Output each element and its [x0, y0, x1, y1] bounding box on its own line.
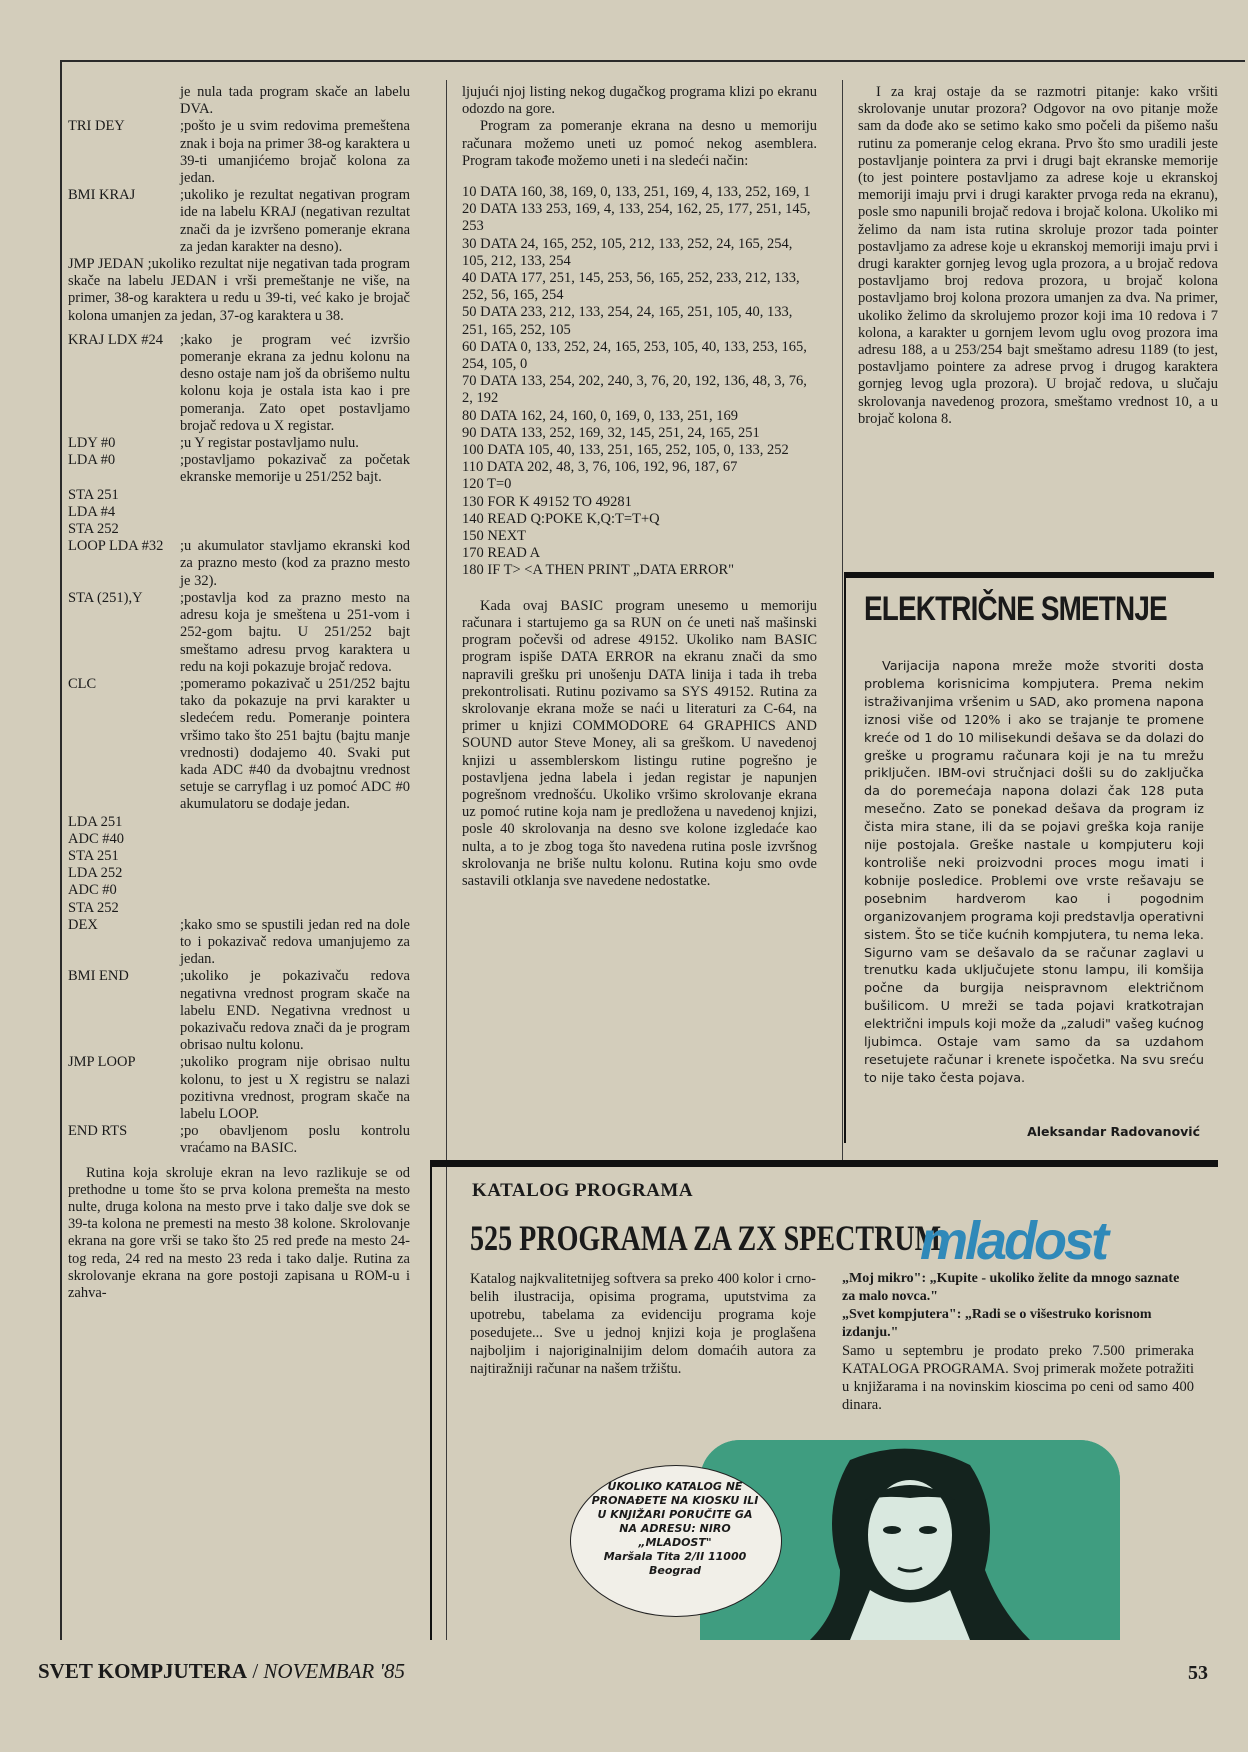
- review-quote: „Moj mikro": „Kupite - ukoliko želite da mnogo saznate za malo novca.": [842, 1271, 1180, 1304]
- code-comment: [180, 504, 410, 521]
- sidebar-title: ELEKTRIČNE SMETNJE: [864, 590, 1167, 628]
- code-comment: ;u akumulator stavljamo ekranski kod za prazno mesto (kod za prazno mesto je 32).: [180, 538, 410, 589]
- body-paragraph: I za kraj ostaje da se razmotri pitanje: kako vršiti skrolovanje unutar prozora? Odgovor na ovo pitanje može sam da dođe ako se setimo kako smo počeli da pišemo našu rutinu za pomeranje celog ekrana. Prvo što smo uradili jeste postavljanje pointera za prvi i drugi bajt ekranske memorije (to jest pointere postavljamo za adrese koje u ekranskoj memoriji imaju prvi i drugi karakter prvoga reda na ekranu), posle smo napunili brojač redova i brojač kolona. Ukoliko mi želimo da nam ista rutina skroluje prozor tada pointer postavljamo za adrese koje u ekranskoj memoriji imaju prvi i drugi karakter gornjeg levog ugla prozora, a u brojač redova postavljamo broj redova prozora, u brojač kolona postavljamo broj kolona prozora umanjen za dva. Na primer, ukoliko želimo da skrolujemo prozor koji ima 10 redova i 7 kolona, a karakter u gornjem levom uglu ovog prozora ima adresu 188, a u 253/254 bajt smeštamo adresu 1189 (to jest, postavljamo pointere za adrese prvog i drugog karaktera gornjeg levog ugla prozora). U brojač redova, u slučaju skrolovanja navedenog prozora, smeštamo vrednost 10, a u brojač kolona 8.: [858, 84, 1218, 427]
- listing-line: 40 DATA 177, 251, 145, 253, 56, 165, 252, 233, 212, 133, 252, 56, 165, 254: [462, 270, 800, 304]
- author-byline: Aleksandar Radovanović: [1027, 1124, 1200, 1139]
- code-row: [68, 452, 410, 486]
- ad-body: Katalog najkvalitetnijeg softvera sa preko 400 kolor i crno-belih ilustracija, opisima programa, uputstvima za upotrebu, tabelama za evidenciju programa koje posedujete... Sve u jednoj knjizi koja je proglašena najboljim i najoriginalnijim delom domaćih autora za najtiražniji računar na našem tržištu.: [470, 1271, 816, 1377]
- code-comment: [180, 831, 410, 848]
- code-comment: ;postavljamo pokazivač za početak ekranske memorije u 251/252 bajt.: [180, 452, 410, 486]
- code-instruction: BMI END: [68, 968, 129, 985]
- column-left: [68, 84, 410, 1302]
- body-paragraph: Kada ovaj BASIC program unesemo u memoriju računara i startujemo ga sa RUN on će uneti naš mašinski program počevši od adrese 49152. Ukoliko nam BASIC program ispiše DATA ERROR na ekranu znači da smo napravili grešku pri unošenju DATA linija i tada ih treba prekontrolisati. Rutinu pozivamo sa SYS 49152. Rutina za skrolovanje ekrana može se naći u literaturi za C-64, na primer u knjizi COMMODORE 64 GRAPHICS AND SOUND autor Steve Money, ali sa greškom. U navedenoj knjizi u assemblerskom listingu rutine pogrešno je postavljena jedna labela i jedan registar je napunjen pogrešnom vrednošću. Ukoliko vršimo skrolovanje ekrana uz pomoć rutine koja nam je predložena u navedenoj knjizi, posle 40 skrolovanja na desno sve kolone izgledaće kao nulta, a to je zbog toga što navedena rutina posle izvršnog skrolovanja ne briše nultu kolonu. Rutina koju smo ovde sastavili otklanja sve navedene nedostatke.: [462, 597, 817, 889]
- code-row: [68, 538, 410, 590]
- code-row: [68, 84, 410, 118]
- code-instruction: LDY #0: [68, 435, 116, 452]
- code-instruction: BMI KRAJ: [68, 187, 136, 204]
- code-instruction: STA 252: [68, 899, 119, 916]
- intro-paragraph: Program za pomeranje ekrana na desno u memoriju računara možemo uneti uz pomoć nekog asemblera. Program takođe možemo uneti i na sledeći način:: [462, 118, 817, 169]
- code-instruction: CLC: [68, 675, 97, 692]
- code-comment: [180, 487, 410, 504]
- code-row: [68, 968, 410, 1054]
- code-row: [68, 504, 410, 521]
- sidebar-paragraph: Varijacija napona mreže može stvoriti dosta problema korisnicima kompjutera. Prema nekim istraživanjima vršenim u SAD, ako promena napona iznosi više od 120% i ako se trajanje te promene kreće od 1 do 10 milisekundi dešava se da dolazi do greške u programu računara koji je na tu mrežu priključen. IBM-ovi stručnjaci došli su do zaključka da do poremećaja napona dolazi čak 128 puta mesečno. Zato se ponekad dešava da program iz čista mira stane, ili da se pojavi greška koja ranije nije postojala. Greške nastale u kompjuteru koji kontroliše neki proizvodni proces mogu imati i kobnije posledice. Problemi ove vrste rešavaju se posebnim hardverom kao i pogodnim organizovanjem programa koji predstavlja operativni sistem. Što se tiče kućnih kompjutera, tu nema leka. Sigurno vam se dešavalo da se računar zaglavi u trenutku kada uključujete stonu lampu, ili komšija počne da burgija neispravnom električnom bušilicom. U mreži se tada pojavi kratkotrajan električni impuls koji može da „zaludi" vašeg kućnog ljubimca. Ostaje vam samo da sa uzdahom resetujete računar i krenete ispočetka. Na svu sreću to nije tako česta pojava.: [864, 659, 1204, 1086]
- listing-line: 120 T=0: [462, 476, 512, 493]
- code-row: [68, 435, 410, 452]
- listing-line: 110 DATA 202, 48, 3, 76, 106, 192, 96, 187, 67: [462, 459, 738, 476]
- code-instruction: ADC #0: [68, 882, 117, 899]
- code-row: [68, 676, 410, 814]
- code-instruction: [68, 84, 180, 118]
- listing-line: 100 DATA 105, 40, 133, 251, 165, 252, 105, 0, 133, 252: [462, 442, 789, 459]
- listing-line: 50 DATA 233, 212, 133, 254, 24, 165, 251, 105, 40, 133, 251, 165, 252, 105: [462, 304, 793, 338]
- code-row: [68, 865, 410, 882]
- code-row: [68, 590, 410, 676]
- code-row: [68, 332, 410, 435]
- column-right: [858, 84, 1218, 428]
- basic-listing: [462, 184, 817, 580]
- code-row: [68, 187, 410, 256]
- code-instruction: ADC #40: [68, 830, 124, 847]
- code-row: [68, 900, 410, 917]
- review-quote: „Svet kompjutera": „Radi se o višestruko korisnom izdanju.": [842, 1307, 1152, 1340]
- page-number: 53: [1188, 1662, 1208, 1684]
- listing-line: 170 READ A: [462, 545, 541, 562]
- code-instruction: LDA #4: [68, 503, 116, 520]
- code-comment: [180, 521, 410, 538]
- callout-message: UKOLIKO KATALOG NE PRONAĐETE NA KIOSKU ILI U KNJIŽARI PORUČITE GA NA ADRESU: NIRO „MLADOST": [591, 1480, 759, 1549]
- listing-line: 130 FOR K 49152 TO 49281: [462, 493, 632, 510]
- ad-quotes: [842, 1270, 1194, 1414]
- listing-line: 30 DATA 24, 165, 252, 105, 212, 133, 252, 24, 165, 254, 105, 212, 133, 254: [462, 235, 793, 269]
- code-instruction: DEX: [68, 916, 98, 933]
- code-row: [68, 1054, 410, 1123]
- code-instruction: KRAJ LDX #24: [68, 331, 164, 348]
- ad-sales-note: Samo u septembru je prodato preko 7.500 primeraka KATALOGA PROGRAMA. Svoj primerak možete potražiti u knjižarama i na novinskim kioscima po ceni od samo 400 dinara.: [842, 1343, 1194, 1413]
- code-instruction: STA 251: [68, 847, 119, 864]
- column-middle: [462, 84, 817, 890]
- listing-line: 70 DATA 133, 254, 202, 240, 3, 76, 20, 192, 136, 48, 3, 76, 2, 192: [462, 373, 807, 407]
- ad-headline: 525 PROGRAMA ZA ZX SPECTRUM: [470, 1218, 942, 1258]
- code-comment: [180, 865, 410, 882]
- code-comment: ;kako je program već izvršio pomeranje ekrana za jednu kolonu na desno ostaje nam još da obrišemo nultu kolonu koja je ostala ista kao i pre pomeranja. Zato opet postavljamo brojač redova u X registar.: [180, 331, 410, 434]
- code-comment: ;po obavljenom poslu kontrolu vraćamo na BASIC.: [180, 1123, 410, 1157]
- code-comment: [180, 848, 410, 865]
- listing-line: 180 IF T> <A THEN PRINT „DATA ERROR": [462, 562, 735, 579]
- code-row: [68, 814, 410, 831]
- code-comment: ;ukoliko je pokazivaču redova negativna vrednost program skače na labelu END. Negativna vrednost u pokazivaču redova znači da je program obrisao nultu kolonu.: [180, 968, 410, 1054]
- code-row: [68, 848, 410, 865]
- code-instruction: END RTS: [68, 1123, 128, 1140]
- code-instruction: JMP LOOP: [68, 1054, 136, 1071]
- code-row: [68, 882, 410, 899]
- code-instruction: LDA #0: [68, 452, 116, 469]
- listing-line: 140 READ Q:POKE K,Q:T=T+Q: [462, 510, 660, 527]
- code-instruction: LDA 251: [68, 813, 123, 830]
- listing-line: 60 DATA 0, 133, 252, 24, 165, 253, 105, 40, 133, 253, 165, 254, 105, 0: [462, 338, 807, 373]
- listing-line: 90 DATA 133, 252, 169, 32, 145, 251, 24, 165, 251: [462, 424, 760, 441]
- code-row: [68, 118, 410, 187]
- code-instruction: STA 251: [68, 486, 119, 503]
- code-comment: ;pošto je u svim redovima premeštena znak i boja na primer 38-og karaktera u 39-ti umanjićemo brojač kolona za jedan.: [180, 118, 410, 187]
- magazine-title: SVET KOMPJUTERA: [38, 1659, 248, 1683]
- code-comment: ;u Y registar postavljamo nulu.: [180, 435, 359, 452]
- footer-separator: /: [252, 1659, 259, 1683]
- code-comment: ;postavlja kod za prazno mesto na adresu koja je smeštena u 251-vom i 252-gom bajtu. U 251/252 bajt smeštamo adresu prvog karaktera u redu na koji pokazuje brojač redova.: [180, 589, 410, 675]
- code-row: [68, 831, 410, 848]
- code-row: [68, 521, 410, 538]
- code-instruction: LDA 252: [68, 865, 123, 882]
- closing-paragraph: Rutina koja skroluje ekran na levo razlikuje se od prethodne u tome što se prva kolona premešta na mesto nulte, druga kolona na mesto prve i tako dalje sve dok se 39-ta kolona ne premesti na mesto 38 kolone. Skrolovanje ekrana na gore vrši se tako što 25 red pređe na mesto 24-tog reda, 24 red na mesto 23 reda i tako dalje. Rutina za skrolovanje ekrana na gore postoji zapisana u ROM-u i zahva-: [68, 1164, 410, 1302]
- code-row: [68, 487, 410, 504]
- code-comment: ;kako smo se spustili jedan red na dole to i pokazivač redova umanjujemo za jedan.: [180, 916, 410, 968]
- code-comment: [180, 814, 410, 831]
- listing-line: 150 NEXT: [462, 528, 527, 545]
- code-comment: ;ukoliko program nije obrisao nultu kolonu, to jest u X registru se nalazi pozitivna vrednost, program skače na labelu LOOP.: [180, 1054, 410, 1122]
- listing-line: 10 DATA 160, 38, 169, 0, 133, 251, 169, 4, 133, 252, 169, 1: [462, 184, 811, 201]
- listing-line: 80 DATA 162, 24, 160, 0, 169, 0, 133, 251, 169: [462, 407, 738, 424]
- intro-paragraph: ljujući njoj listing nekog dugačkog programa klizi po ekranu odozdo na gore.: [462, 84, 817, 118]
- speech-bubble-text: [590, 1480, 760, 1578]
- code-instruction: LOOP LDA #32: [68, 538, 164, 555]
- code-row: [68, 1123, 410, 1157]
- code-comment: ;ukoliko je rezultat negativan program ide na labelu KRAJ (negativan rezultat znači da je izvršeno pomeranje ekrana za jedan karakter na desno).: [180, 187, 410, 255]
- page-footer: [38, 1659, 405, 1684]
- mladost-logo: mladost: [920, 1211, 1107, 1271]
- code-row: [68, 917, 410, 969]
- code-instruction: STA (251),Y: [68, 589, 143, 606]
- column-rule: [842, 80, 843, 1160]
- jmp-jedan-line: JMP JEDAN ;ukoliko rezultat nije negativan tada program skače na labelu JEDAN i vrši premeštanje ne više, na primer, 38-og karaktera u redu u 39-ti, već kako je brojač kolona umanjen za jedan, 37-og karaktera u 38.: [68, 256, 410, 324]
- code-instruction: TRI DEY: [68, 118, 125, 135]
- code-comment: [180, 900, 410, 917]
- issue-date: NOVEMBAR '85: [263, 1659, 405, 1683]
- listing-line: 20 DATA 133 253, 169, 4, 133, 254, 162, 25, 177, 251, 145, 253: [462, 201, 811, 235]
- code-comment: je nula tada program skače an labelu DVA.: [180, 84, 410, 118]
- sidebar-body: [864, 658, 1204, 1088]
- code-instruction: STA 252: [68, 521, 119, 538]
- code-comment: [180, 882, 410, 899]
- ad-kicker: KATALOG PROGRAMA: [472, 1180, 694, 1201]
- callout-address: Maršala Tita 2/II 11000 Beograd: [603, 1550, 747, 1577]
- code-comment: ;pomeramo pokazivač u 251/252 bajtu tako da pokazuje na prvi karakter u sledećem redu. Pomeranje pointera vršimo tako što 251 bajtu (bajtu manje vrednosti) dodajemo 40. Svaki put kada ADC #40 da dvobajtnu vrednost setuje se carryflag i uz pomoć ADC #0 akumulatoru se dodaje jedan.: [180, 675, 410, 813]
